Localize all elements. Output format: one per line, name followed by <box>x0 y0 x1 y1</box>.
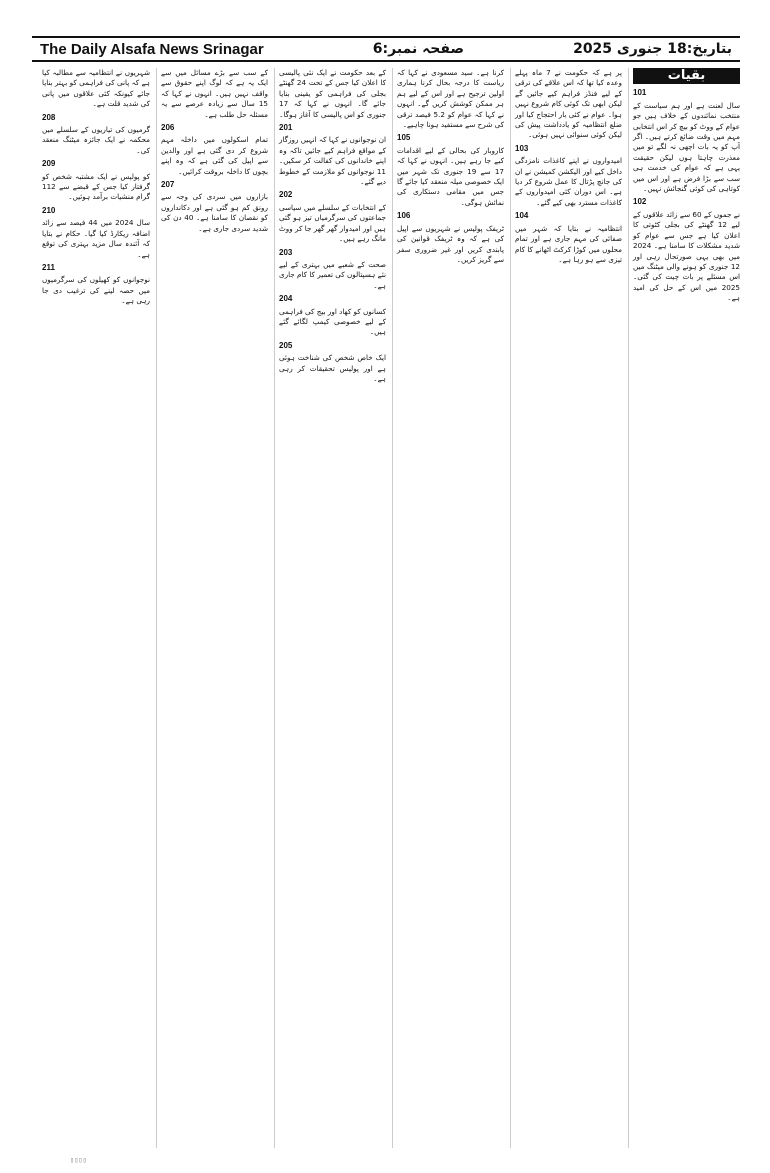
article-paragraph: کاروبار کی بحالی کے لیے اقدامات کیے جا رہے ہیں۔ انہوں نے کہا کہ 17 سے 19 جنوری تک شہر میں ایک خصوصی میلہ منعقد کیا جائے گا جس میں مقامی دستکاری کی نمائش ہوگی۔ <box>397 145 504 207</box>
article-paragraph: پر ہے کہ حکومت نے 7 ماہ پہلے وعدہ کیا تھا کہ اس علاقے کی ترقی کے لیے فنڈز فراہم کیے جائیں گے لیکن ابھی تک کوئی کام شروع نہیں ہوا۔ عوام نے کئی بار احتجاج کیا اور ضلع انتظامیہ کو یادداشت پیش کی لیکن کوئی سنوائی نہیں ہوئی۔ <box>515 68 622 140</box>
continuation-number: 204 <box>279 294 293 304</box>
continuation-number: 210 <box>42 205 56 215</box>
continuation-number: 106 <box>397 211 411 221</box>
article-paragraph: کے انتخابات کے سلسلے میں سیاسی جماعتوں کی سرگرمیاں تیز ہو گئی ہیں اور امیدوار گھر گھر جا کر ووٹ مانگ رہے ہیں۔ <box>279 202 386 244</box>
column-3 <box>392 68 504 1148</box>
continuation-number: 203 <box>279 247 293 257</box>
issue-date: بتاریخ:18 جنوری 2025 <box>573 41 732 57</box>
masthead <box>32 36 740 62</box>
continuation-number: 206 <box>161 123 175 133</box>
section-heading: بقیات <box>633 68 740 84</box>
continuation-number: 201 <box>279 123 293 133</box>
column-1 <box>628 68 740 1148</box>
continuation-number: 102 <box>633 197 647 207</box>
continuation-number: 103 <box>515 143 529 153</box>
continuation-number: 207 <box>161 180 175 190</box>
column-2 <box>510 68 622 1148</box>
continuation-number: 202 <box>279 190 293 200</box>
article-paragraph: کے بعد حکومت نے ایک نئی پالیسی کا اعلان کیا جس کے تحت 24 گھنٹے بجلی کی فراہمی کو یقینی بنایا جائے گا۔ انہوں نے کہا کہ 17 جنوری کو اس پالیسی کا آغاز ہوگا۔ <box>279 68 386 119</box>
continuation-number: 101 <box>633 88 647 98</box>
article-paragraph: گرمیوں کی تیاریوں کے سلسلے میں محکمہ نے ایک جائزہ میٹنگ منعقد کی۔ <box>42 125 150 155</box>
article-paragraph: انتظامیہ نے بتایا کہ شہر میں صفائی کی مہم جاری ہے اور تمام محلوں میں کوڑا کرکٹ اٹھانے کا کام تیزی سے ہو رہا ہے۔ <box>515 223 622 264</box>
article-paragraph: کے سب سے بڑے مسائل میں سے ایک یہ ہے کہ لوگ اپنے حقوق سے واقف نہیں ہیں۔ انہوں نے کہا کہ 15 سال سے زیادہ عرصے سے یہ مسئلہ حل طلب ہے۔ <box>161 68 268 119</box>
article-paragraph: کو پولیس نے ایک مشتبہ شخص کو گرفتار کیا جس کے قبضے سے 112 گرام منشیات برآمد ہوئیں۔ <box>42 171 150 202</box>
article-paragraph: ایک خاص شخص کی شناخت ہوئی ہے اور پولیس تحقیقات کر رہی ہے۔ <box>279 353 386 383</box>
article-paragraph: بازاروں میں سردی کی وجہ سے رونق کم ہو گئی ہے اور دکانداروں کو نقصان کا سامنا ہے۔ 40 دن کی شدید سردی جاری ہے۔ <box>161 192 268 233</box>
continuation-number: 208 <box>42 112 56 122</box>
continuation-number: 104 <box>515 211 529 221</box>
newspaper-name: The Daily Alsafa News Srinagar <box>40 40 264 58</box>
article-columns <box>32 68 740 1148</box>
footer-mark: ▯▯▯▯ <box>70 1156 87 1164</box>
article-paragraph: سال 2024 میں 44 فیصد سے زائد اضافہ ریکارڈ کیا گیا۔ حکام نے بتایا کہ آئندہ سال مزید بہتری کی توقع ہے۔ <box>42 218 150 259</box>
article-paragraph: ان نوجوانوں نے کہا کہ انہیں روزگار کے مواقع فراہم کیے جائیں تاکہ وہ اپنے خاندانوں کی کفالت کر سکیں۔ 11 نوجوانوں کو ملازمت کے خطوط دیے گئے۔ <box>279 135 386 187</box>
continuation-number: 209 <box>42 159 56 169</box>
page-number: صفحہ نمبر:6 <box>372 41 464 57</box>
article-paragraph: صحت کے شعبے میں بہتری کے لیے نئے ہسپتالوں کی تعمیر کا کام جاری ہے۔ <box>279 259 386 290</box>
article-paragraph: سال لعنت ہے اور ہم سیاست کے منتخب نمائندوں کے خلاف ہیں جو عوام کے ووٹ کو بیچ کر اس انتخابی مہم میں وقت ضائع کرتے ہیں۔ اگر آپ کو یہ بات اچھی نہ لگے تو میں معذرت چاہتا ہوں لیکن حقیقت یہی ہے کہ عوام کی خدمت ہی سب سے بڑا فرض ہے اور اس میں کوتاہی کی کوئی گنجائش نہیں۔ <box>633 100 740 194</box>
article-paragraph: کسانوں کو کھاد اور بیج کی فراہمی کے لیے خصوصی کیمپ لگائے گئے ہیں۔ <box>279 306 386 337</box>
continuation-number: 205 <box>279 340 293 350</box>
column-5 <box>156 68 268 1148</box>
article-paragraph: ٹریفک پولیس نے شہریوں سے اپیل کی ہے کہ وہ ٹریفک قوانین کی پابندی کریں اور غیر ضروری سفر سے گریز کریں۔ <box>397 223 504 264</box>
continuation-number: 211 <box>42 262 55 272</box>
article-paragraph: نے جموں کے 60 سے زائد علاقوں کے لیے 12 گھنٹے کی بجلی کٹوتی کا اعلان کیا ہے جس سے عوام کو شدید مشکلات کا سامنا ہے۔ 2024 میں بھی یہی صورتحال رہی اور 12 جنوری کو ہونے والی میٹنگ میں اس مسئلے پر بات چیت کی گئی۔ 2025 میں اس کے حل کی امید ہے۔ <box>633 209 740 303</box>
column-6 <box>38 68 150 1148</box>
column-4 <box>274 68 386 1148</box>
article-paragraph: کرنا ہے۔ سید مسعودی نے کہا کہ ریاست کا درجہ بحال کرنا ہماری اولین ترجیح ہے اور اس کے لیے ہم ہر ممکن کوشش کریں گے۔ انہوں نے کہا کہ عوام کو 5.2 فیصد ترقی کی شرح سے مستفید ہونا چاہیے۔ <box>397 68 504 130</box>
article-paragraph: شہریوں نے انتظامیہ سے مطالبہ کیا ہے کہ پانی کی فراہمی کو بہتر بنایا جائے کیونکہ کئی علاقوں میں پانی کی شدید قلت ہے۔ <box>42 68 150 109</box>
article-paragraph: تمام اسکولوں میں داخلہ مہم شروع کر دی گئی ہے اور والدین سے اپیل کی گئی ہے کہ وہ اپنے بچوں کا داخلہ بروقت کرائیں۔ <box>161 135 268 176</box>
continuation-number: 105 <box>397 133 411 143</box>
article-paragraph: امیدواروں نے اپنے کاغذات نامزدگی داخل کیے اور الیکشن کمیشن نے ان کی جانچ پڑتال کا عمل شروع کر دیا ہے۔ اس دوران کئی امیدواروں کے کاغذات مسترد بھی کیے گئے۔ <box>515 156 622 207</box>
article-paragraph: نوجوانوں کو کھیلوں کی سرگرمیوں میں حصہ لینے کی ترغیب دی جا رہی ہے۔ <box>42 275 150 306</box>
